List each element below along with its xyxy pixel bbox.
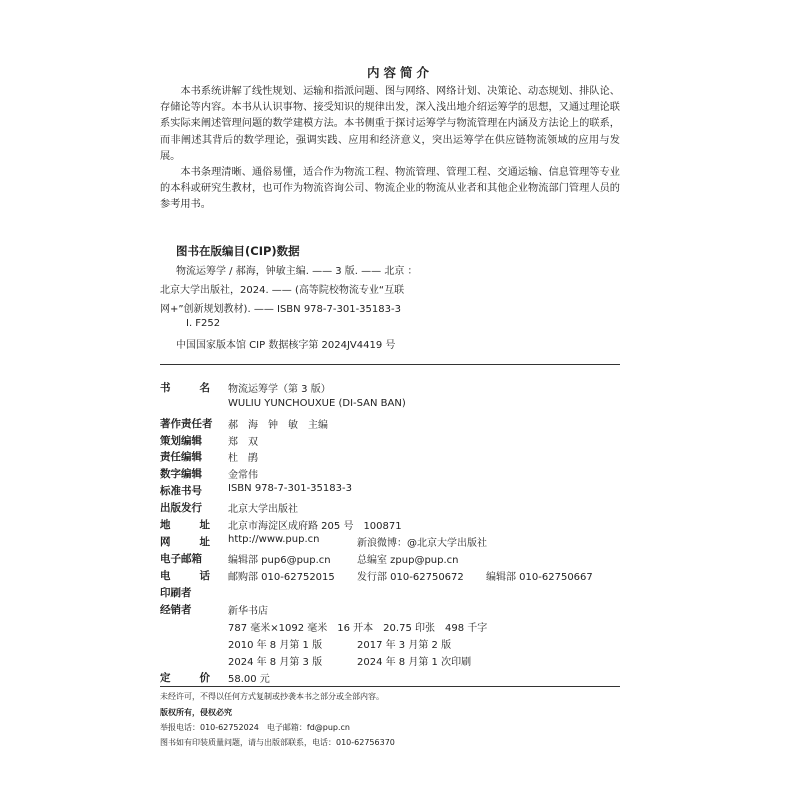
book-name-label: 书 名 xyxy=(160,382,210,394)
price-label: 定 价 xyxy=(160,672,210,684)
edition-1: 2010 年 8 月第 1 版 xyxy=(228,640,323,651)
footer-divider xyxy=(160,686,620,687)
authors-label: 著作责任者 xyxy=(160,418,213,430)
price: 58.00 元 xyxy=(228,674,270,685)
cip-divider xyxy=(160,364,620,365)
print-format: 787 毫米×1092 毫米 16 开本 20.75 印张 498 千字 xyxy=(228,623,488,634)
report-contact: 举报电话：010-62752024 电子邮箱：fd@pup.cn xyxy=(160,723,351,732)
rights-reserved: 版权所有，侵权必究 xyxy=(160,708,232,717)
phone-distribution: 发行部 010-62750672 xyxy=(357,572,464,583)
address-label: 地 址 xyxy=(160,519,210,531)
isbn: ISBN 978-7-301-35183-3 xyxy=(228,483,352,494)
isbn-label: 标准书号 xyxy=(160,485,202,497)
responsible-editor: 杜 鹃 xyxy=(228,453,258,464)
cip-line-3: 网+”创新规划教材). —— ISBN 978-7-301-35183-3 xyxy=(160,304,401,315)
intro-paragraph-1: 本书系统讲解了线性规划、运输和指派问题、图与网络、网络计划、决策论、动态规划、排队论、存储论等内容。本书从认识事物、接受知识的规律出发，深入浅出地介绍运筹学的思想，又通过理论联系实际来阐述管理问题的数学建模方法。本书侧重于探讨运筹学与物流管理在内涵及方法论上的联系，而非阐述其背后的数学理论，强调实践、应用和经济意义，突出运筹学在供应链物流领域的应用与发展。 xyxy=(160,86,620,162)
intro-title: 内容简介 xyxy=(366,65,433,80)
edition-2: 2017 年 3 月第 2 版 xyxy=(357,640,452,651)
website-label: 网 址 xyxy=(160,536,210,548)
book-name-pinyin: WULIU YUNCHOUXUE (DI-SAN BAN) xyxy=(228,398,406,409)
digital-editor-label: 数字编辑 xyxy=(160,468,202,480)
email-office[interactable]: 总编室 zpup@pup.cn xyxy=(357,555,459,566)
email-edit[interactable]: 编辑部 pup6@pup.cn xyxy=(228,555,331,566)
planning-editor-label: 策划编辑 xyxy=(160,435,202,447)
publisher-label: 出版发行 xyxy=(160,502,202,514)
intro-paragraph-2: 本书条理清晰、通俗易懂，适合作为物流工程、物流管理、管理工程、交通运输、信息管理等专业的本科或研究生教材，也可作为物流咨询公司、物流企业的物流从业者和其他企业物流部门管理人员的参考用书。 xyxy=(160,167,620,211)
copyright-notice: 未经许可，不得以任何方式复制或抄袭本书之部分或全部内容。 xyxy=(160,692,384,701)
digital-editor: 金常伟 xyxy=(228,470,258,481)
cip-line-2: 北京大学出版社，2024. —— (高等院校物流专业“互联 xyxy=(160,285,405,296)
printing-1: 2024 年 8 月第 1 次印刷 xyxy=(357,657,472,668)
book-name: 物流运筹学（第 3 版） xyxy=(228,384,331,395)
authors: 郝 海 钟 敏 主编 xyxy=(228,420,328,431)
website[interactable]: http://www.pup.cn xyxy=(228,534,320,545)
seller: 新华书店 xyxy=(228,606,268,617)
phone-edit: 编辑部 010-62750667 xyxy=(486,572,593,583)
address: 北京市海淀区成府路 205 号 100871 xyxy=(228,521,402,532)
printer-label: 印刷者 xyxy=(160,587,192,599)
seller-label: 经销者 xyxy=(160,604,192,616)
publisher: 北京大学出版社 xyxy=(228,504,298,515)
cip-line-1: 物流运筹学 / 郝海，钟敏主编. —— 3 版. —— 北京 ： xyxy=(176,266,418,277)
responsible-editor-label: 责任编辑 xyxy=(160,451,202,463)
phone-sales: 邮购部 010-62752015 xyxy=(228,572,335,583)
intro-text xyxy=(160,84,620,214)
cip-line-4: Ⅰ. F252 xyxy=(186,318,221,329)
cip-heading: 图书在版编目(CIP)数据 xyxy=(176,244,300,258)
phone-label: 电 话 xyxy=(160,570,210,582)
cip-line-5: 中国国家版本馆 CIP 数据核字第 2024JV4419 号 xyxy=(176,340,396,351)
planning-editor: 郑 双 xyxy=(228,437,258,448)
edition-3: 2024 年 8 月第 3 版 xyxy=(228,657,323,668)
email-label: 电子邮箱 xyxy=(160,553,202,565)
quality-contact: 图书如有印装质量问题，请与出版部联系，电话：010-62756370 xyxy=(160,738,395,747)
weibo: 新浪微博：@北京大学出版社 xyxy=(357,538,487,549)
